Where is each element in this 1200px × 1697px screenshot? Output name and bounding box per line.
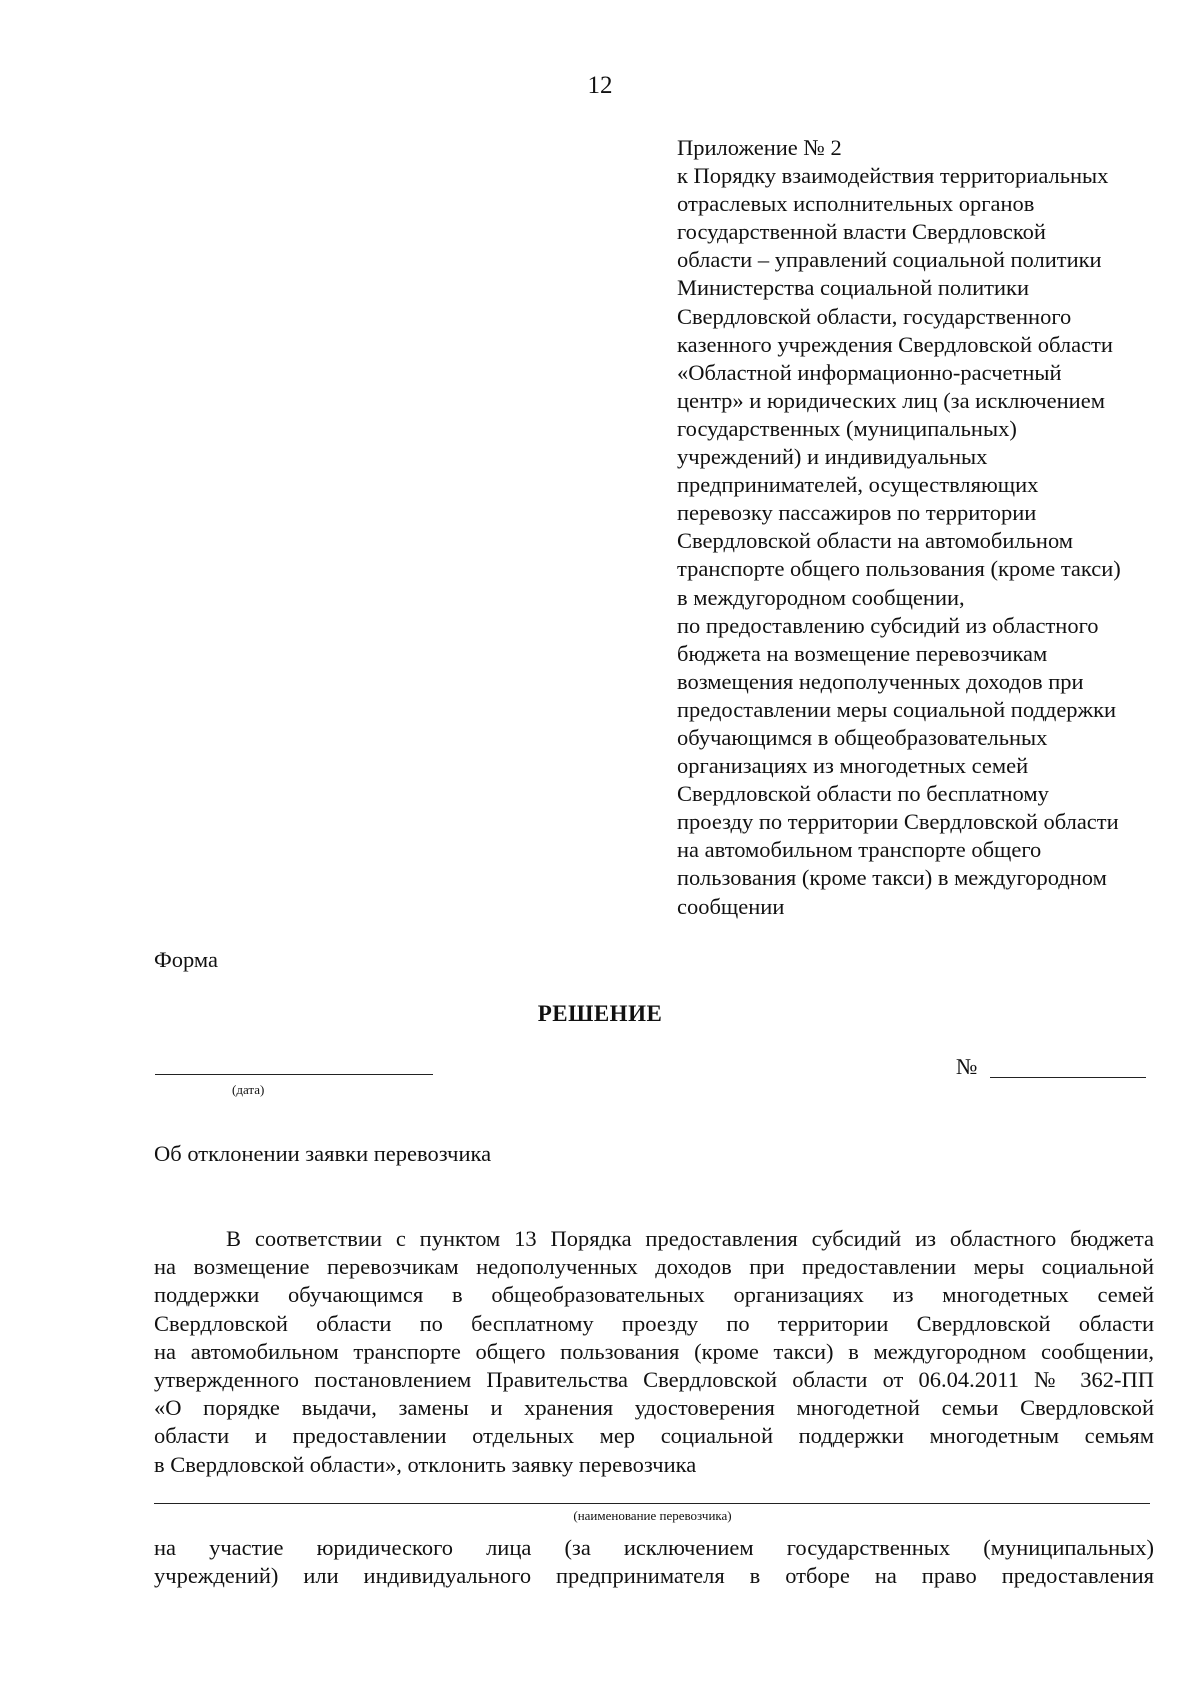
continuation-paragraph xyxy=(154,1534,1154,1590)
paragraph-line: области и предоставлении отдельных мер социальной поддержки многодетным семьям xyxy=(154,1423,1154,1449)
paragraph-line: В соответствии с пунктом 13 Порядка предоставления субсидий из областного бюджета xyxy=(226,1226,1154,1251)
appendix-header xyxy=(677,134,1177,921)
appendix-line: обучающимся в общеобразовательных xyxy=(677,724,1048,750)
appendix-line: предпринимателей, осуществляющих xyxy=(677,472,1039,498)
appendix-line: Министерства социальной политики xyxy=(677,275,1030,301)
appendix-line: на автомобильном транспорте общего xyxy=(677,837,1042,863)
appendix-line: перевозку пассажиров по территории xyxy=(677,500,1037,526)
number-sign: № xyxy=(956,1054,978,1079)
appendix-line: пользования (кроме такси) в междугородном xyxy=(677,865,1107,891)
paragraph-line: на возмещение перевозчикам недополученных доходов при предоставлении меры социальной xyxy=(154,1254,1154,1280)
form-label: Форма xyxy=(154,947,219,972)
appendix-line: предоставлении меры социальной поддержки xyxy=(677,696,1117,722)
appendix-line: проезду по территории Свердловской области xyxy=(677,809,1119,835)
number-field-line xyxy=(990,1077,1146,1078)
appendix-line: государственной власти Свердловской xyxy=(677,219,1046,245)
appendix-line: возмещения недополученных доходов при xyxy=(677,668,1084,694)
appendix-line: казенного учреждения Свердловской области xyxy=(677,331,1113,357)
appendix-line: Свердловской области, государственного xyxy=(677,303,1072,329)
appendix-line: организациях из многодетных семей xyxy=(677,753,1029,779)
appendix-line: сообщении xyxy=(677,893,785,919)
appendix-line: центр» и юридических лиц (за исключением xyxy=(677,387,1105,413)
appendix-line: области – управлений социальной политики xyxy=(677,247,1102,273)
page-number: 12 xyxy=(587,72,613,99)
appendix-line: бюджета на возмещение перевозчикам xyxy=(677,640,1048,666)
paragraph-line: утвержденного постановлением Правительства Свердловской области от 06.04.2011 № 362-ПП xyxy=(154,1367,1154,1393)
decision-paragraph xyxy=(154,1225,1154,1479)
appendix-line: Свердловской области по бесплатному xyxy=(677,781,1049,807)
appendix-line: к Порядку взаимодействия территориальных xyxy=(677,163,1109,189)
appendix-line: отраслевых исполнительных органов xyxy=(677,191,1035,217)
date-caption: (дата) xyxy=(232,1082,265,1097)
appendix-line: транспорте общего пользования (кроме такси) xyxy=(677,556,1121,582)
paragraph-line: в Свердловской области», отклонить заявку перевозчика xyxy=(154,1451,697,1477)
appendix-line: Приложение № 2 xyxy=(677,135,842,160)
carrier-name-field-line xyxy=(154,1503,1150,1504)
appendix-line: в междугородном сообщении, xyxy=(677,584,965,610)
document-title: РЕШЕНИЕ xyxy=(537,1001,663,1026)
appendix-line: государственных (муниципальных) xyxy=(677,415,1017,441)
paragraph-line: учреждений) или индивидуального предпринимателя в отборе на право предоставления xyxy=(154,1563,1154,1589)
subject-line: Об отклонении заявки перевозчика xyxy=(154,1141,492,1166)
appendix-line: учреждений) и индивидуальных xyxy=(677,444,988,470)
appendix-line: по предоставлению субсидий из областного xyxy=(677,612,1099,638)
paragraph-line: «О порядке выдачи, замены и хранения удостоверения многодетной семьи Свердловской xyxy=(154,1395,1154,1421)
appendix-line: Свердловской области на автомобильном xyxy=(677,528,1074,554)
date-field-line xyxy=(155,1074,433,1075)
appendix-line: «Областной информационно-расчетный xyxy=(677,359,1062,385)
paragraph-line: на автомобильном транспорте общего пользования (кроме такси) в междугородном сообщении, xyxy=(154,1338,1154,1364)
paragraph-line: поддержки обучающимся в общеобразовательных организациях из многодетных семей xyxy=(154,1282,1154,1308)
paragraph-line: Свердловской области по бесплатному проезду по территории Свердловской области xyxy=(154,1310,1154,1336)
paragraph-line: на участие юридического лица (за исключением государственных (муниципальных) xyxy=(154,1535,1154,1560)
carrier-caption: (наименование перевозчика) xyxy=(573,1508,732,1523)
